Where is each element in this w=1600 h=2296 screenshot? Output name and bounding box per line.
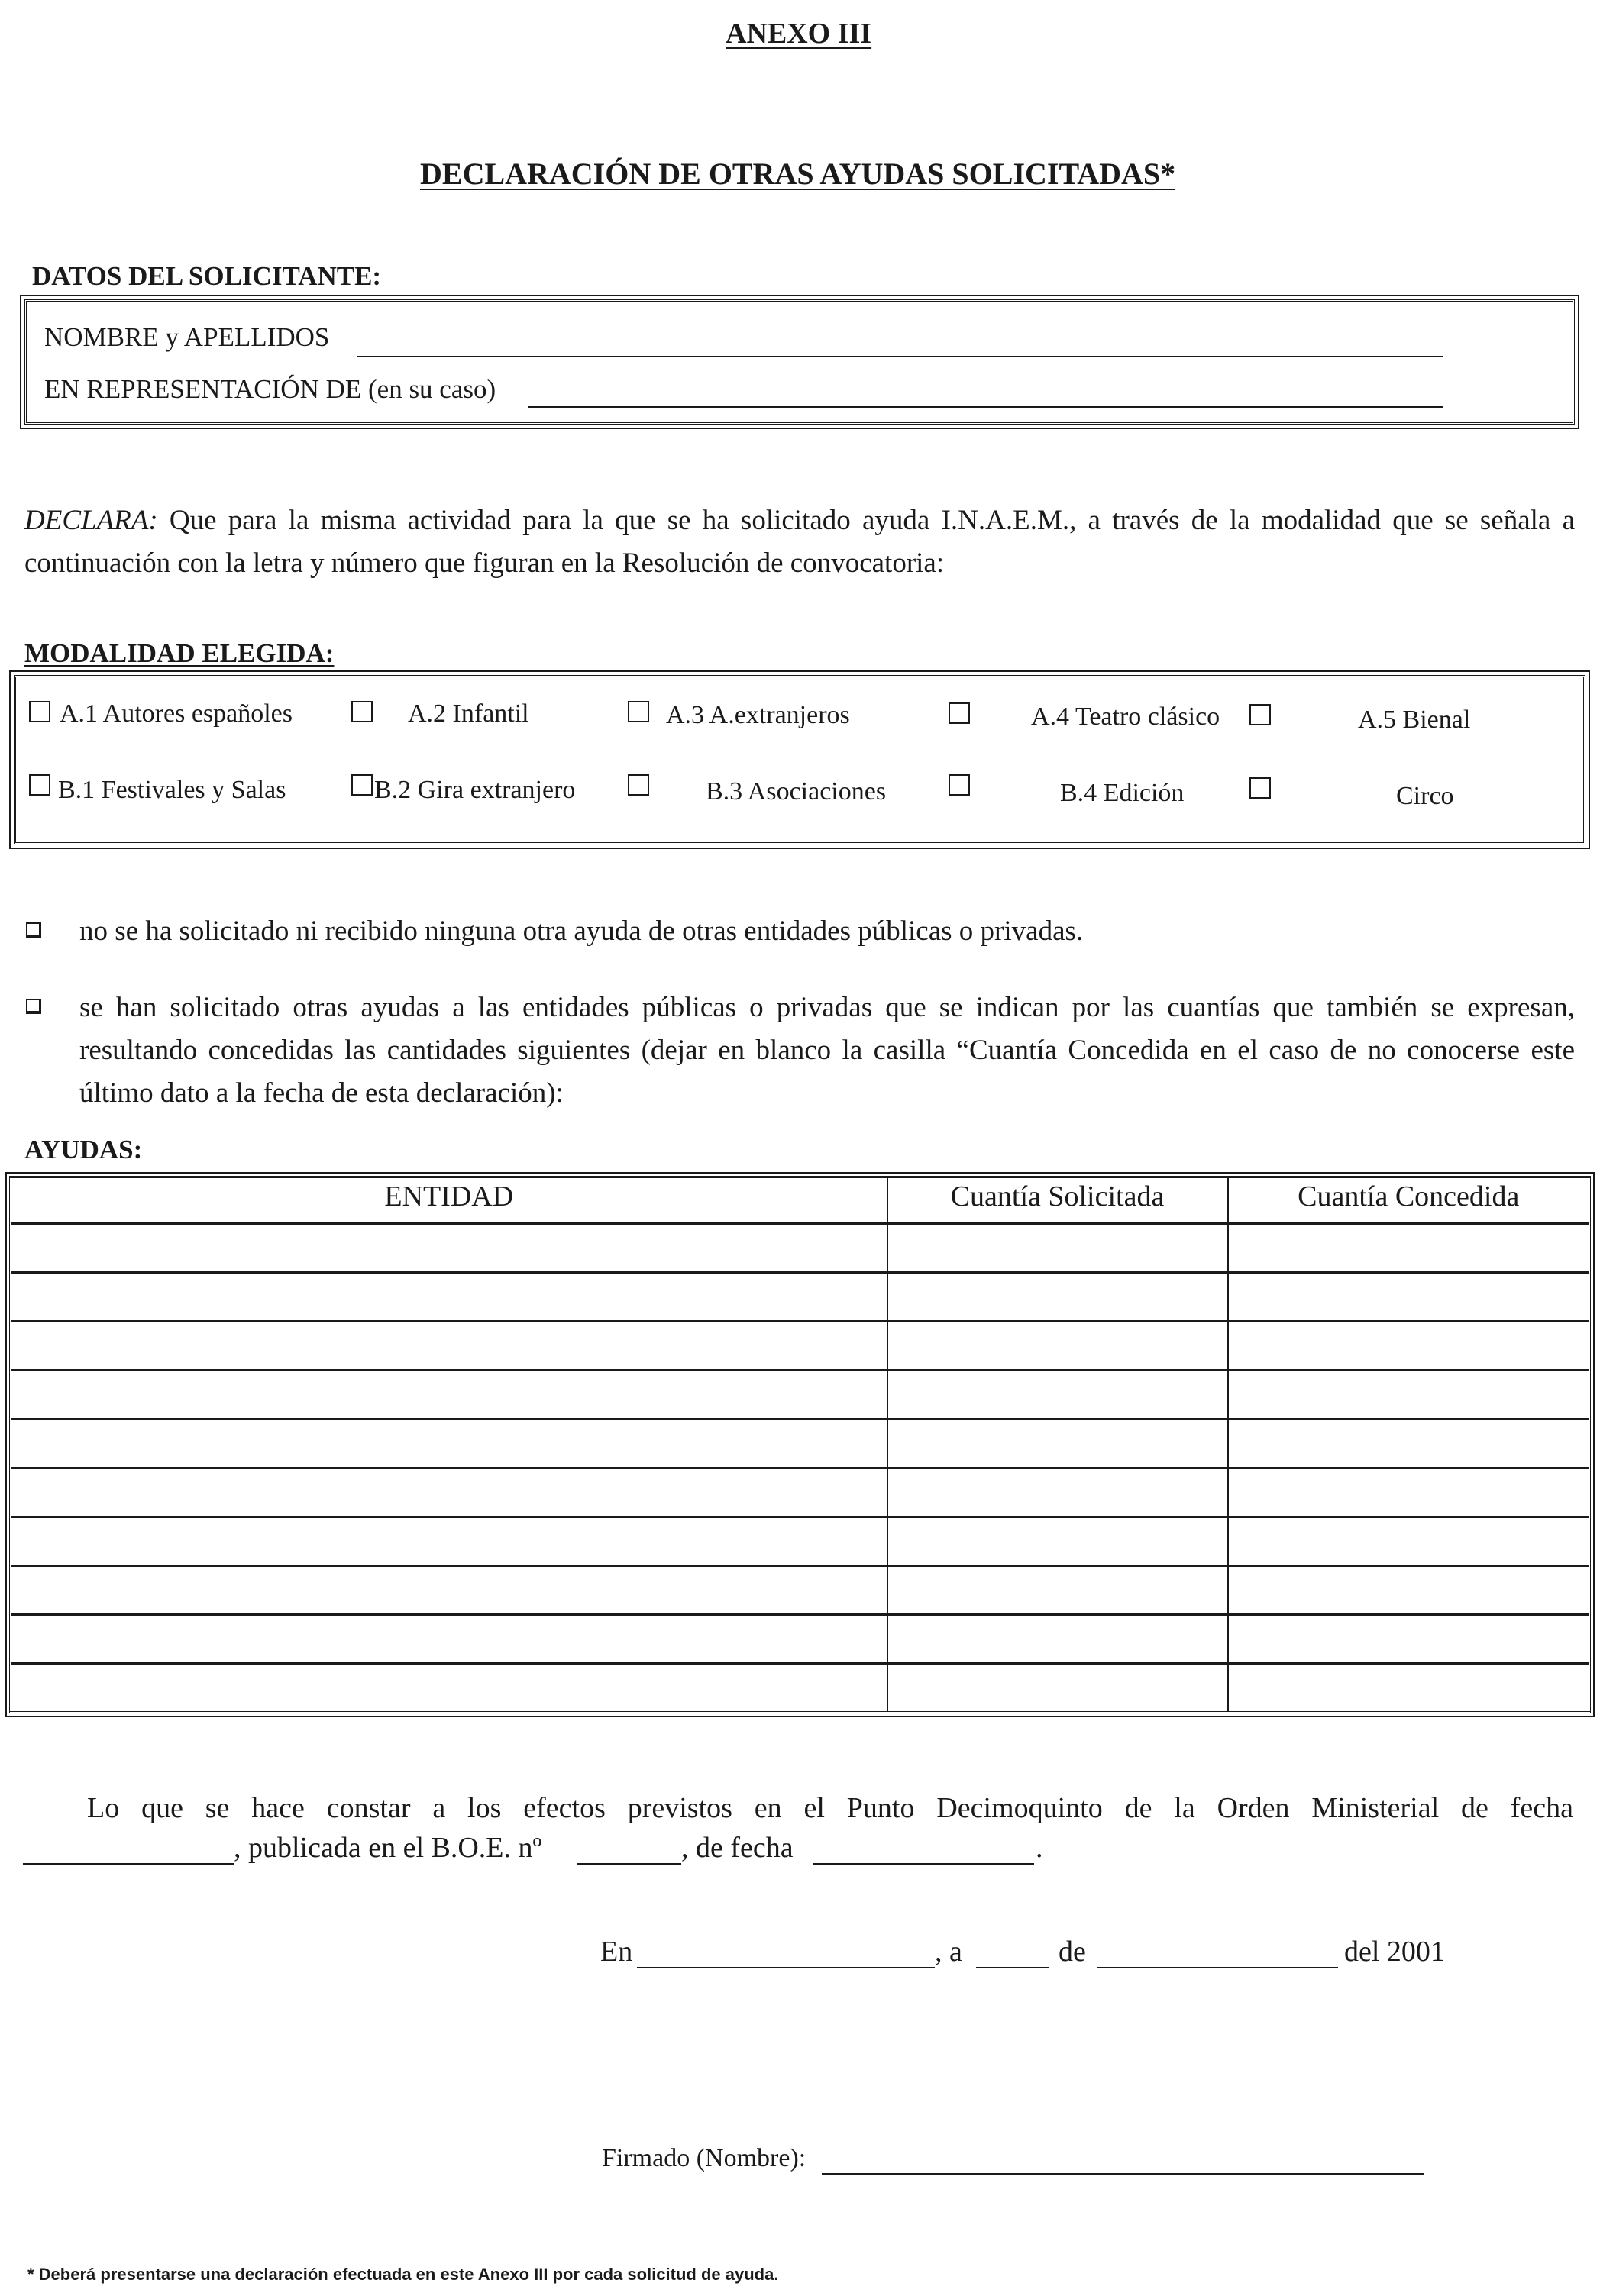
closing-line-1: Lo que se hace constar a los efectos previstos en el Punto Decimoquinto de la Orden Ministerial de fecha [87, 1792, 1573, 1824]
checkbox-other-aid[interactable] [26, 999, 41, 1014]
month-de-label: de [1059, 1936, 1086, 1968]
checkbox-b1[interactable] [29, 774, 50, 796]
cuantia-concedida-cell[interactable] [1228, 1419, 1590, 1468]
modality-section-label: MODALIDAD ELEGIDA: [24, 638, 335, 668]
checkbox-a3[interactable] [628, 701, 649, 722]
column-header-cuantia-solicitada: Cuantía Solicitada [887, 1177, 1228, 1224]
cuantia-concedida-cell[interactable] [1228, 1273, 1590, 1322]
document-title: DECLARACIÓN DE OTRAS AYUDAS SOLICITADAS* [420, 157, 1176, 191]
order-date-field[interactable] [23, 1863, 234, 1865]
entidad-cell[interactable] [11, 1419, 887, 1468]
footnote: * Deberá presentarse una declaración efectuada en este Anexo III por cada solicitud de ayuda. [27, 2265, 779, 2284]
modality-label-circo: Circo [1396, 782, 1454, 810]
entidad-cell[interactable] [11, 1224, 887, 1273]
representation-label: EN REPRESENTACIÓN DE (en su caso) [44, 374, 496, 404]
cuantia-solicitada-cell[interactable] [887, 1566, 1228, 1615]
signature-field[interactable] [822, 2173, 1424, 2175]
ayudas-section-label: AYUDAS: [24, 1135, 143, 1164]
modality-label-b4: B.4 Edición [1060, 779, 1185, 807]
name-label: NOMBRE y APELLIDOS [44, 322, 330, 352]
modality-label-b2: B.2 Gira extranjero [374, 776, 576, 804]
entidad-cell[interactable] [11, 1664, 887, 1713]
boe-date-field[interactable] [813, 1863, 1034, 1865]
checkbox-b2[interactable] [351, 774, 373, 796]
table-row [11, 1566, 1590, 1615]
entidad-cell[interactable] [11, 1322, 887, 1371]
declaration-text: Que para la misma actividad para la que se ha solicitado ayuda I.N.A.E.M., a través de la modalidad que se señala a continuación con la letra y número que figuran en la Resolución de convocatoria: [24, 505, 1575, 579]
entidad-cell[interactable] [11, 1468, 887, 1517]
boe-number-field[interactable] [577, 1863, 681, 1865]
cuantia-solicitada-cell[interactable] [887, 1273, 1228, 1322]
checkbox-b3[interactable] [628, 774, 649, 796]
cuantia-concedida-cell[interactable] [1228, 1322, 1590, 1371]
table-row [11, 1322, 1590, 1371]
cuantia-solicitada-cell[interactable] [887, 1224, 1228, 1273]
checkbox-circo[interactable] [1249, 777, 1271, 799]
closing-period: . [1036, 1832, 1043, 1864]
signature-label: Firmado (Nombre): [602, 2144, 806, 2172]
cuantia-concedida-cell[interactable] [1228, 1224, 1590, 1273]
closing-published-text: , publicada en el B.O.E. nº [234, 1832, 542, 1864]
table-header-row [11, 1177, 1590, 1224]
annex-title: ANEXO III [726, 18, 872, 50]
table-row [11, 1468, 1590, 1517]
representation-field[interactable] [528, 406, 1443, 408]
modality-label-a5: A.5 Bienal [1358, 706, 1471, 734]
modality-label-a2: A.2 Infantil [408, 699, 529, 728]
ayudas-table [9, 1176, 1591, 1713]
day-a-label: , a [935, 1936, 962, 1968]
checkbox-a4[interactable] [949, 702, 970, 724]
cuantia-solicitada-cell[interactable] [887, 1322, 1228, 1371]
day-field[interactable] [976, 1967, 1049, 1968]
modality-label-a3: A.3 A.extranjeros [666, 701, 850, 729]
table-row [11, 1517, 1590, 1566]
cuantia-solicitada-cell[interactable] [887, 1468, 1228, 1517]
cuantia-solicitada-cell[interactable] [887, 1419, 1228, 1468]
entidad-cell[interactable] [11, 1566, 887, 1615]
declaration-paragraph [24, 499, 1575, 585]
table-row [11, 1371, 1590, 1419]
cuantia-solicitada-cell[interactable] [887, 1615, 1228, 1664]
modality-label-a1: A.1 Autores españoles [60, 699, 293, 728]
applicant-section-label: DATOS DEL SOLICITANTE: [32, 261, 382, 291]
table-row [11, 1664, 1590, 1713]
cuantia-concedida-cell[interactable] [1228, 1371, 1590, 1419]
cuantia-concedida-cell[interactable] [1228, 1664, 1590, 1713]
cuantia-concedida-cell[interactable] [1228, 1615, 1590, 1664]
entidad-cell[interactable] [11, 1273, 887, 1322]
entidad-cell[interactable] [11, 1371, 887, 1419]
name-field[interactable] [357, 356, 1443, 357]
checkbox-a1[interactable] [29, 701, 50, 722]
checkbox-no-other-aid[interactable] [26, 922, 41, 938]
table-row [11, 1224, 1590, 1273]
statement-other-aid: se han solicitado otras ayudas a las entidades públicas o privadas que se indican por las cuantías que también se expresan, resultando concedidas las cantidades siguientes (dejar en blanco la casilla “Cuantía Concedida en el caso de no conocerse este último dato a la fecha de esta declaración): [79, 992, 1575, 1109]
checkbox-a2[interactable] [351, 701, 373, 722]
cuantia-solicitada-cell[interactable] [887, 1517, 1228, 1566]
entidad-cell[interactable] [11, 1517, 887, 1566]
table-row [11, 1273, 1590, 1322]
entidad-cell[interactable] [11, 1615, 887, 1664]
cuantia-concedida-cell[interactable] [1228, 1468, 1590, 1517]
cuantia-solicitada-cell[interactable] [887, 1371, 1228, 1419]
place-en-label: En [600, 1936, 633, 1968]
year-label: del 2001 [1344, 1936, 1445, 1968]
cuantia-concedida-cell[interactable] [1228, 1517, 1590, 1566]
modality-label-b1: B.1 Festivales y Salas [58, 776, 286, 804]
checkbox-b4[interactable] [949, 774, 970, 796]
statement-no-other-aid: no se ha solicitado ni recibido ninguna otra ayuda de otras entidades públicas o privadas. [79, 915, 1084, 947]
modality-label-a4: A.4 Teatro clásico [1031, 702, 1220, 731]
table-row [11, 1419, 1590, 1468]
cuantia-concedida-cell[interactable] [1228, 1566, 1590, 1615]
place-field[interactable] [637, 1967, 935, 1968]
column-header-cuantia-concedida: Cuantía Concedida [1228, 1177, 1590, 1224]
month-field[interactable] [1097, 1967, 1338, 1968]
table-row [11, 1615, 1590, 1664]
modality-label-b3: B.3 Asociaciones [706, 777, 887, 806]
column-header-entidad: ENTIDAD [11, 1177, 887, 1224]
cuantia-solicitada-cell[interactable] [887, 1664, 1228, 1713]
declaration-lead: DECLARA: [24, 505, 158, 536]
checkbox-a5[interactable] [1249, 704, 1271, 725]
closing-of-date-text: , de fecha [681, 1832, 794, 1864]
